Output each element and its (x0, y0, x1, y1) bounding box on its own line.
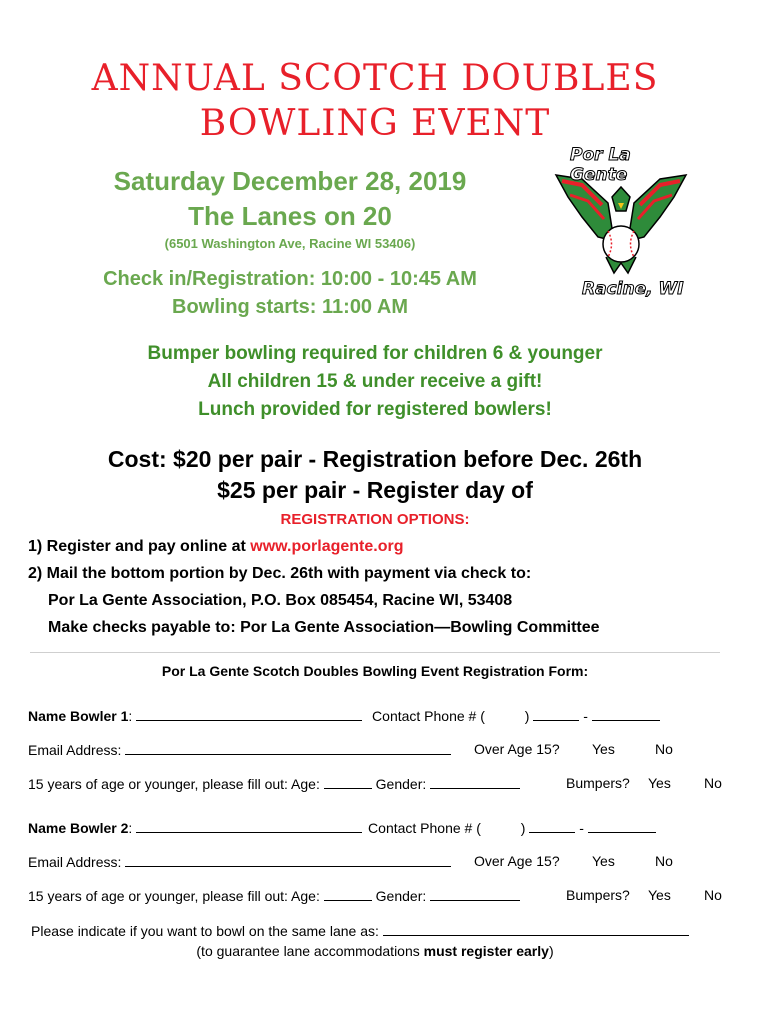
logo-bottom-text: Racine, WI (582, 279, 684, 299)
bowler2-over15-yes[interactable]: Yes (592, 853, 615, 869)
bowler1-bumpers-no[interactable]: No (704, 775, 722, 791)
email-label: Email Address: (28, 742, 122, 758)
bumpers-label: Bumpers? (566, 887, 630, 903)
same-lane-label: Please indicate if you want to bowl on the same lane as: (31, 923, 379, 939)
colon: : (128, 708, 133, 724)
gender-label: Gender: (375, 888, 427, 904)
bowler1-age-field[interactable] (324, 775, 372, 789)
bowler1-gender-field[interactable] (430, 775, 520, 789)
event-title-line2: BOWLING EVENT (199, 103, 551, 144)
bowler2-age-field[interactable] (324, 887, 372, 901)
checkin-time: Check in/Registration: 10:00 - 10:45 AM (103, 268, 477, 290)
guarantee-prefix: (to guarantee lane accommodations (196, 943, 424, 959)
bowler2-youth-row (28, 887, 520, 904)
bowler2-bumpers-no[interactable]: No (704, 887, 722, 903)
bowler1-name-row (28, 707, 660, 724)
same-lane-field[interactable] (383, 922, 689, 936)
bowler1-bumpers-yes[interactable]: Yes (648, 775, 671, 791)
bowler2-name-field[interactable] (136, 819, 362, 833)
bowler1-phone-prefix-field[interactable] (533, 707, 579, 721)
colon: : (128, 820, 133, 836)
phone-label: Contact Phone # ( (368, 820, 481, 836)
website-link[interactable]: www.porlagente.org (250, 538, 404, 555)
cost-line2: $25 per pair - Register day of (217, 477, 533, 503)
mail-address: Por La Gente Association, P.O. Box 085454, Racine WI, 53408 (48, 592, 513, 609)
section-divider (30, 652, 720, 653)
option-online-text: 1) Register and pay online at (28, 538, 251, 555)
bowler1-label: Name Bowler 1 (28, 708, 129, 724)
phone-close: ) (524, 708, 530, 724)
note-gift: All children 15 & under receive a gift! (207, 371, 543, 392)
event-date: Saturday December 28, 2019 (113, 166, 467, 196)
bowler2-name-row (28, 819, 656, 836)
option-online (28, 538, 403, 556)
email-label: Email Address: (28, 854, 122, 870)
bowler1-email-row (28, 741, 451, 758)
event-title-line1: ANNUAL SCOTCH DOUBLES (91, 58, 659, 99)
phone-label: Contact Phone # ( (372, 708, 485, 724)
bowler2-gender-field[interactable] (430, 887, 520, 901)
option-mail: 2) Mail the bottom portion by Dec. 26th with payment via check to: (28, 565, 532, 582)
same-lane-row (31, 922, 689, 939)
phone-close: ) (520, 820, 526, 836)
note-lunch: Lunch provided for registered bowlers! (198, 399, 552, 420)
bowler1-youth-row (28, 775, 520, 792)
note-bumper: Bumper bowling required for children 6 & younger (147, 343, 603, 364)
cost-line1: Cost: $20 per pair - Registration before Dec. 26th (107, 446, 643, 472)
event-address: (6501 Washington Ave, Racine WI 53406) (164, 236, 416, 251)
logo-top-text: Por La Gente (570, 145, 631, 185)
form-heading: Por La Gente Scotch Doubles Bowling Event Registration Form: (161, 663, 589, 679)
over15-label: Over Age 15? (474, 853, 560, 869)
youth-label: 15 years of age or younger, please fill out: Age: (28, 776, 320, 792)
gender-label: Gender: (375, 776, 427, 792)
bowler1-email-field[interactable] (125, 741, 451, 755)
por-la-gente-logo (552, 145, 690, 305)
bowler1-over15-yes[interactable]: Yes (592, 741, 615, 757)
registration-options-heading: REGISTRATION OPTIONS: (280, 511, 470, 528)
bowler2-phone-line-field[interactable] (588, 819, 656, 833)
bumpers-label: Bumpers? (566, 775, 630, 791)
bowler2-label: Name Bowler 2 (28, 820, 129, 836)
bowler1-name-field[interactable] (136, 707, 362, 721)
bowler2-over15-no[interactable]: No (655, 853, 673, 869)
bowler1-over15-no[interactable]: No (655, 741, 673, 757)
event-venue: The Lanes on 20 (188, 201, 392, 231)
bowler2-email-field[interactable] (125, 853, 451, 867)
bowler2-email-row (28, 853, 451, 870)
youth-label: 15 years of age or younger, please fill out: Age: (28, 888, 320, 904)
guarantee-bold: must register early (423, 943, 549, 959)
guarantee-note (0, 943, 750, 959)
guarantee-suffix: ) (548, 943, 554, 959)
payable-to: Make checks payable to: Por La Gente Association—Bowling Committee (48, 619, 600, 636)
over15-label: Over Age 15? (474, 741, 560, 757)
bowling-start-time: Bowling starts: 11:00 AM (172, 296, 408, 318)
phone-dash: - (583, 708, 588, 724)
bowler2-phone-prefix-field[interactable] (529, 819, 575, 833)
bowler2-bumpers-yes[interactable]: Yes (648, 887, 671, 903)
bowler1-phone-line-field[interactable] (592, 707, 660, 721)
phone-dash: - (579, 820, 584, 836)
